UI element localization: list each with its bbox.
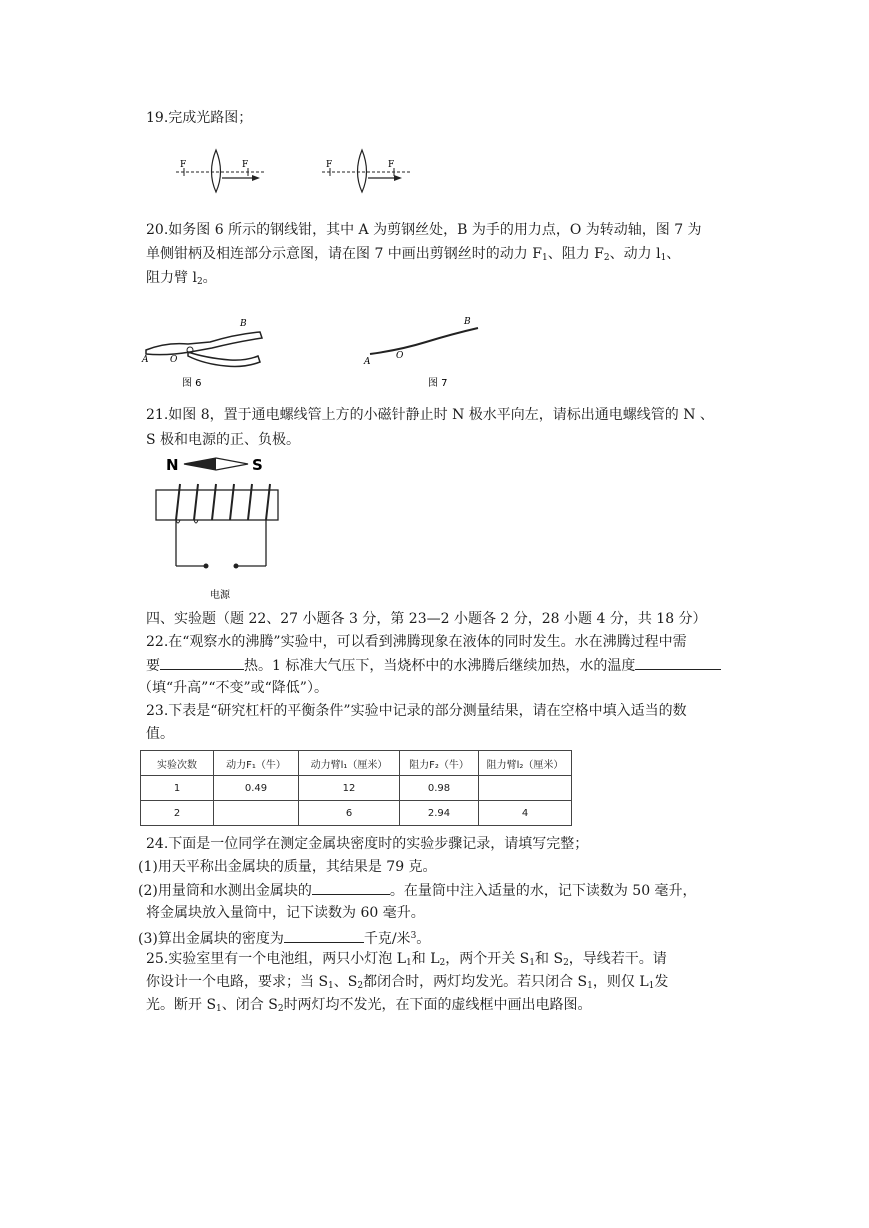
- q25-line2: 你设计一个电路，要求；当 $S_1$、$S_2$都闭合时，两灯均发光。若只闭合 $S_1$，则仅 $L_1$发: [146, 974, 669, 991]
- q23-line1: 23.下表是“研究杠杆的平衡条件”实验中记录的部分测量结果，请在空格中填入适当的数: [146, 703, 687, 719]
- table-cell-blank[interactable]: [214, 801, 299, 826]
- fig6-label-a: A: [142, 355, 149, 365]
- q24-blank-density[interactable]: [284, 928, 364, 943]
- table-row: [141, 776, 572, 801]
- svg-text:F: F: [326, 160, 333, 170]
- q20-line3: 阻力臂 $l_2$。: [146, 270, 217, 287]
- q22-line1: 22.在“观察水的沸腾”实验中，可以看到沸腾现象在液体的同时发生。水在沸腾过程中需: [146, 634, 687, 650]
- table-header: 阻力臂l₂（厘米）: [479, 751, 572, 776]
- q24-line2: (1)用天平称出金属块的质量，其结果是 79 克。: [138, 859, 437, 875]
- svg-text:F: F: [388, 160, 395, 170]
- section4-title: 四、实验题（题 22、27 小题各 3 分，第 23—2 小题各 2 分，28 小题 4 分，共 18 分）: [146, 611, 707, 627]
- svg-text:F: F: [180, 160, 187, 170]
- q25-line1: 25.实验室里有一个电池组，两只小灯泡 $L_1$和 $L_2$，两个开关 $S_1$和 $S_2$，导线若干。请: [146, 951, 667, 968]
- lever-data-table: [140, 750, 572, 826]
- fig7-label-b: B: [464, 317, 471, 327]
- power-caption: 电源: [210, 590, 230, 601]
- table-cell: 2.94: [400, 801, 479, 826]
- q24-blank-volume[interactable]: [312, 880, 390, 895]
- table-header: 实验次数: [141, 751, 214, 776]
- table-header: 动力F₁（牛）: [214, 751, 299, 776]
- figure-8-solenoid: [150, 454, 290, 604]
- table-cell: 0.98: [400, 776, 479, 801]
- q20-line2: 单侧钳柄及相连部分示意图，请在图 7 中画出剪钢丝时的动力 $F_1$、阻力 $F_2$、动力 $l_1$、: [146, 246, 681, 263]
- q22-line3: （填“升高”“不变”或“降低”）。: [138, 680, 328, 696]
- fig7-label-a: A: [364, 357, 371, 367]
- table-cell: 0.49: [214, 776, 299, 801]
- table-header: 阻力F₂（牛）: [400, 751, 479, 776]
- table-header: 动力臂l₁（厘米）: [299, 751, 400, 776]
- q24-line5: (3)算出金属块的密度为 千克/米$^3$。: [138, 926, 430, 949]
- fig6-label-o: O: [170, 355, 178, 365]
- q21-line1: 21.如图 8，置于通电螺线管上方的小磁针静止时 N 极水平向左，请标出通电螺线管的 N 、: [146, 407, 714, 423]
- q21-line2: S 极和电源的正、负极。: [146, 432, 301, 448]
- table-cell-blank[interactable]: [479, 776, 572, 801]
- q22-line2: 要 热。1 标准大气压下，当烧杯中的水沸腾后继续加热，水的温度: [146, 655, 721, 676]
- q19-text: 19.完成光路图；: [146, 110, 253, 126]
- table-cell: 12: [299, 776, 400, 801]
- needle-n-label: N: [166, 456, 179, 474]
- table-row: [141, 801, 572, 826]
- fig7-caption: 图 7: [428, 378, 448, 389]
- table-cell: 2: [141, 801, 214, 826]
- q22-blank-2[interactable]: [635, 655, 721, 670]
- table-cell: 6: [299, 801, 400, 826]
- q22-blank-1[interactable]: [160, 655, 244, 670]
- q24-line3: (2)用量筒和水测出金属块的 。在量筒中注入适量的水，记下读数为 50 毫升，: [138, 880, 697, 901]
- fig6-caption: 图 6: [182, 378, 202, 389]
- lens-diagram-2: [322, 148, 412, 194]
- table-cell: 1: [141, 776, 214, 801]
- svg-text:F: F: [242, 160, 249, 170]
- q23-line2: 值。: [146, 726, 174, 742]
- q24-line1: 24.下面是一位同学在测定金属块密度时的实验步骤记录，请填写完整；: [146, 836, 589, 852]
- figure-7-lever: [360, 312, 490, 392]
- table-cell: 4: [479, 801, 572, 826]
- fig6-label-b: B: [240, 319, 247, 329]
- needle-s-label: S: [252, 456, 263, 474]
- q20-line1: 20.如务图 6 所示的钢线钳，其中 A 为剪钢丝处，B 为手的用力点，O 为转动轴，图 7 为: [146, 222, 702, 238]
- q25-line3: 光。断开 $S_1$、闭合 $S_2$时两灯均不发光，在下面的虚线框中画出电路图。: [146, 997, 592, 1014]
- q24-line4: 将金属块放入量筒中，记下读数为 60 毫升。: [146, 905, 425, 921]
- table-header-row: [141, 751, 572, 776]
- lens-diagram-1: [176, 148, 266, 194]
- figure-6-pliers: [140, 312, 270, 392]
- fig7-label-o: O: [396, 351, 404, 361]
